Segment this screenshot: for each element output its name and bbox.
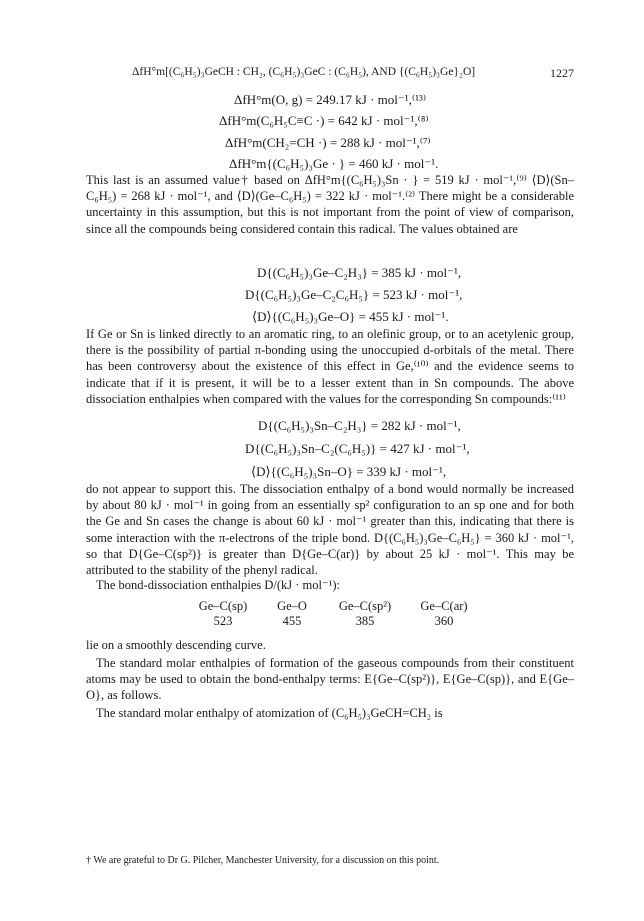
table-header-cell: Ge–C(ar) <box>420 599 468 613</box>
equation-d-sn-oxygen: ⟨D⟩{(C₆H₅)₃Sn–O} = 339 kJ · mol⁻¹, <box>251 464 447 479</box>
equation-phenylethynyl-radical: ΔfH°m(C₆H₅C≡C ·) = 642 kJ · mol⁻¹,⁽⁸⁾ <box>219 113 429 128</box>
paragraph-atomization: The standard molar enthalpy of atomization of (C₆H₅)₃GeCH=CH₂ is <box>96 706 443 720</box>
running-title: ΔfH°m[(C₆H₅)₃GeCH : CH₂, (C₆H₅)₃GeC : (C₆H₅), AND {(C₆H₅)₃Ge}₂O] <box>132 66 476 78</box>
equation-oxygen-atom: ΔfH°m(O, g) = 249.17 kJ · mol⁻¹,⁽¹³⁾ <box>234 92 427 107</box>
running-header <box>132 66 574 80</box>
paragraph-assumed-value: This last is an assumed value† based on ΔfH°m{(C₆H₅)₃Sn · } = 519 kJ · mol⁻¹,⁽⁹⁾ ⟨D⟩(Sn–C₆H₅) = 268 kJ · mol⁻¹, and ⟨D⟩(Ge–C₆H₅) = 322 kJ · mol⁻¹.⁽²⁾ There might be a considerable uncertainty in this assumption, but this is not important from the point of view of comparison, since all the compounds being considered contain this radical. The values obtained are <box>86 173 574 236</box>
paragraph-standard-molar-enthalpies: The standard molar enthalpies of formation of the gaseous compounds from their constituent atoms may be used to obtain the bond-enthalpy terms: E{Ge–C(sp²)}, E{Ge–C(sp)}, and E{Ge–O}, as follows. <box>86 656 574 703</box>
table-header-cell: Ge–O <box>277 599 307 613</box>
equation-d-sn-vinyl: D{(C₆H₅)₃Sn–C₂H₃} = 282 kJ · mol⁻¹, <box>258 418 461 433</box>
table-header-cell: Ge–C(sp²) <box>338 599 392 613</box>
paragraph-pi-bonding: If Ge or Sn is linked directly to an aromatic ring, to an olefinic group, or to an acetylenic group, there is the possibility of partial π-bonding using the unoccupied d-orbitals of the metal. There has been controversy about the existence of this effect in Ge,⁽¹⁰⁾ and the evidence seems to indicate that if it is present, it will be to a lesser extent than in Sn compounds. The above dissociation enthalpies when compared with the values for the corresponding Sn compounds:⁽¹¹⁾ <box>86 327 574 406</box>
table-value-cell: 360 <box>434 614 454 628</box>
table-value-cell: 523 <box>213 614 233 628</box>
table-value-cell: 455 <box>282 614 302 628</box>
paragraph-bond-dissociation-intro: The bond-dissociation enthalpies D/(kJ · mol⁻¹): <box>96 578 340 592</box>
table-header-cell: Ge–C(sp) <box>198 599 248 613</box>
paragraph-dissociation-discussion: do not appear to support this. The dissociation enthalpy of a bond would normally be increased by about 80 kJ · mol⁻¹ in going from an essentially sp² configuration to an sp one and for both the Ge and Sn cases the change is about 60 kJ · mol⁻¹ greater than this, indicating that there is some interaction with the π-electrons of the triple bond. D{(C₆H₅)₃Ge–C₆H₅} = 360 kJ · mol⁻¹, so that D{Ge–C(sp²)} is greater than D{Ge–C(ar)} by about 25 kJ · mol⁻¹. This may be attributed to the stability of the phenyl radical. <box>86 482 574 578</box>
table-header-row <box>185 599 481 614</box>
equation-d-ge-phenylethynyl: D{(C₆H₅)₃Ge–C₂C₆H₅} = 523 kJ · mol⁻¹, <box>245 287 463 302</box>
equation-d-ge-oxygen: ⟨D⟩{(C₆H₅)₃Ge–O} = 455 kJ · mol⁻¹. <box>252 309 449 324</box>
table-value-cell: 385 <box>355 614 375 628</box>
footnote: † We are grateful to Dr G. Pilcher, Manchester University, for a discussion on this point. <box>86 855 440 866</box>
equation-d-sn-phenylethynyl: D{(C₆H₅)₃Sn–C₂(C₆H₅)} = 427 kJ · mol⁻¹, <box>245 441 470 456</box>
equation-d-ge-vinyl: D{(C₆H₅)₃Ge–C₂H₃} = 385 kJ · mol⁻¹, <box>257 265 462 280</box>
equation-vinyl-radical: ΔfH°m(CH₂=CH ·) = 288 kJ · mol⁻¹,⁽⁷⁾ <box>225 135 431 150</box>
bond-dissociation-table <box>185 599 481 629</box>
table-value-row <box>185 614 481 629</box>
paragraph-descending-curve: lie on a smoothly descending curve. <box>86 638 266 652</box>
page-number: 1227 <box>550 66 574 80</box>
equation-triphenylgermyl-radical: ΔfH°m{(C₆H₅)₃Ge · } = 460 kJ · mol⁻¹. <box>229 156 439 171</box>
